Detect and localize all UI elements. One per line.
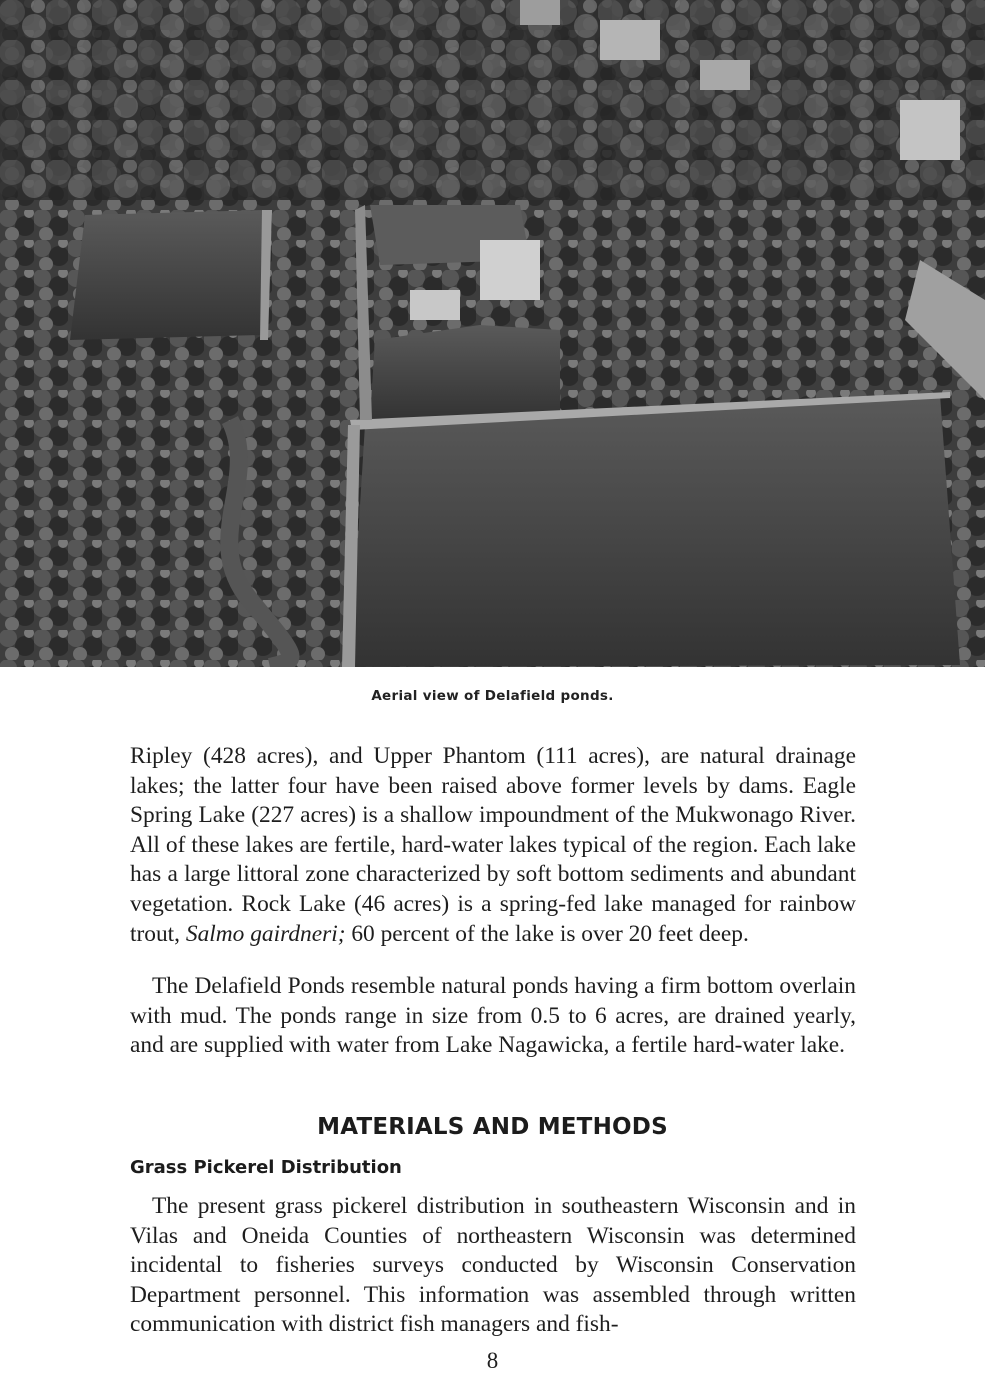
subsection-heading: Grass Pickerel Distribution [130, 1157, 402, 1178]
paragraph-text: Ripley (428 acres), and Upper Phantom (111 acres), are natural drainage lakes; the latter four have been raised above former levels by dams. Eagle Spring Lake (227 acres) is a shallow impoundment of the Mukwonago River. All of these lakes are fertile, hard-water lakes typical of the region. Each lake has a large littoral zone characterized by soft bottom sediments and abundant vegetation. Rock Lake (46 acres) is a spring-fed lake managed for rainbow trout, [130, 743, 856, 947]
body-paragraph-delafield-ponds: The Delafield Ponds resemble natural ponds having a firm bottom overlain with mud. The ponds range in size from 0.5 to 6 acres, are drained yearly, and are supplied with water from Lake Nagawicka, a fertile hard-water lake. [130, 973, 856, 1059]
species-name: Salmo gairdneri; [185, 920, 346, 947]
page-number: 8 [486, 1348, 499, 1373]
aerial-photo [0, 0, 985, 667]
body-paragraph-distribution: The present grass pickerel distribution in southeastern Wisconsin and in Vilas and Oneida Counties of northeastern Wisconsin was determined incidental to fisheries surveys conducted by Wisconsin Conservation Department personnel. This information was assembled through written communication with district fish managers and fish- [130, 1193, 856, 1338]
paragraph-text: 60 percent of the lake is over 20 feet deep. [345, 920, 749, 947]
section-heading: MATERIALS AND METHODS [317, 1114, 668, 1140]
figure-caption: Aerial view of Delafield ponds. [371, 688, 614, 704]
body-paragraph-lakes [130, 742, 856, 949]
